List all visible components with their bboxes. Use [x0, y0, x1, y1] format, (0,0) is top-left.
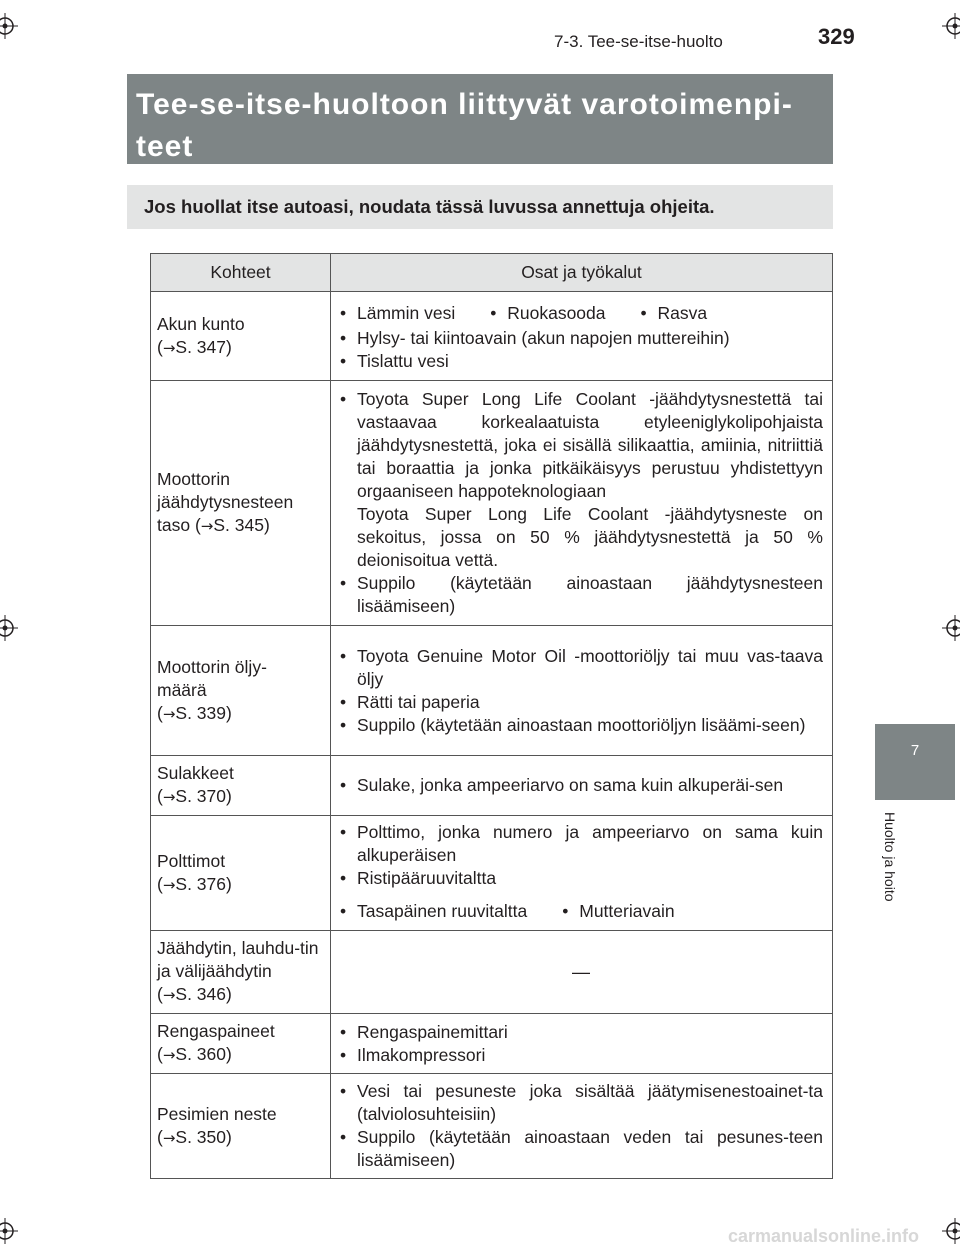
list-item: • Ristipääruuvitaltta: [339, 867, 823, 890]
maintenance-items-table: [150, 253, 833, 1179]
list-item: • Suppilo (käytetään ainoastaan veden tai pesunes-teen lisäämiseen): [339, 1126, 823, 1172]
tools-cell-empty: —: [331, 931, 833, 1014]
list-item: • Tislattu vesi: [339, 350, 823, 373]
list-item: • Rengaspainemittari: [339, 1021, 823, 1044]
chapter-number: 7: [910, 742, 920, 759]
arrow-right-icon: →: [200, 517, 214, 535]
item-cell: [151, 756, 331, 816]
table-row: [151, 756, 833, 816]
table-row: [151, 1074, 833, 1179]
tools-cell: [331, 1014, 833, 1074]
item-cell: [151, 1074, 331, 1179]
item-cell: [151, 931, 331, 1014]
list-item: • Rätti tai paperia: [339, 691, 823, 714]
table-row: [151, 292, 833, 381]
page-reference: (→S. 350): [157, 1126, 232, 1147]
list-item: • Tasapäinen ruuvitaltta: [339, 900, 527, 923]
tool-list: [339, 1021, 823, 1067]
watermark: carmanualsonline.info: [728, 1226, 920, 1246]
page-reference: (→S. 360): [157, 1044, 232, 1064]
registration-mark-top-right-icon: [942, 13, 960, 39]
column-header-tools: Osat ja työkalut: [331, 254, 833, 292]
registration-mark-mid-right-icon: [942, 615, 960, 641]
coolant-note: Toyota Super Long Life Coolant -jäähdytysneste on sekoitus, jossa on 50 % jäähdytysnestettä ja 50 % deionisoitua vettä.: [357, 504, 823, 570]
arrow-right-icon: →: [162, 986, 176, 1004]
header-section-title: 7-3. Tee-se-itse-huolto: [554, 32, 723, 51]
list-item: • Vesi tai pesuneste joka sisältää jäätymisenestoainet-ta (talviolosuhteisiin): [339, 1080, 823, 1126]
table-row: [151, 931, 833, 1014]
item-name: Pesimien neste: [157, 1103, 277, 1124]
list-item: • Rasva: [640, 302, 708, 325]
page-reference: (→S. 376): [157, 873, 232, 894]
tool-list: [339, 774, 823, 797]
item-name: Jäähdytin, lauhdu-tin ja välijäähdytin: [157, 938, 319, 981]
item-cell: [151, 381, 331, 626]
arrow-right-icon: →: [162, 875, 176, 894]
table-row: [151, 381, 833, 626]
tool-list: [339, 1080, 823, 1172]
page-number: 329: [818, 24, 855, 49]
list-item: • Toyota Genuine Motor Oil -moottoriöljy tai muu vas-taava öljy: [339, 645, 823, 691]
item-name: Akun kunto: [157, 313, 245, 334]
item-cell: [151, 816, 331, 931]
chapter-tab: [875, 724, 955, 800]
arrow-right-icon: →: [162, 1046, 176, 1064]
column-header-items: Kohteet: [151, 254, 331, 292]
page-reference: (→S. 347): [157, 336, 232, 357]
tools-cell: [331, 381, 833, 626]
tool-list: [339, 821, 823, 890]
arrow-right-icon: →: [162, 788, 176, 806]
item-name: Polttimot: [157, 850, 226, 871]
list-item: • Suppilo (käytetään ainoastaan jäähdytysnesteen lisäämiseen): [339, 572, 823, 618]
table-header-row: [151, 254, 833, 292]
arrow-right-icon: →: [162, 338, 176, 357]
list-item: • Sulake, jonka ampeeriarvo on sama kuin alkuperäi-sen: [339, 774, 823, 797]
inline-tool-list: [339, 300, 823, 327]
item-cell: [151, 292, 331, 381]
item-name: Sulakkeet: [157, 763, 234, 783]
page-reference: (→S. 346): [157, 984, 232, 1004]
page-title: Tee-se-itse-huoltoon liittyvät varotoimenpi-teet: [136, 88, 793, 163]
tools-cell: [331, 816, 833, 931]
arrow-right-icon: →: [162, 1128, 176, 1147]
item-cell: [151, 1014, 331, 1074]
list-item: • Ilmakompressori: [339, 1044, 823, 1067]
item-name: Rengaspaineet: [157, 1021, 275, 1041]
tools-cell: [331, 756, 833, 816]
page-reference: (→S. 370): [157, 786, 232, 806]
chapter-label: Huolto ja hoito: [882, 812, 898, 902]
registration-mark-bottom-right-icon: [942, 1218, 960, 1244]
table-row: [151, 626, 833, 756]
registration-mark-bottom-left-icon: [0, 1218, 18, 1244]
list-item: • Toyota Super Long Life Coolant -jäähdytysnestettä tai vastaavaa korkealaatuista etyleeniglykolipohjaista jäähdytysnestettä, joka ei sisällä silikaattia, amiinia, nitriittiä tai boraattia ja jonka pitkäikäisyys perustuu yhdistettyyn orgaaniseen happoteknologiaan Toyota Super Long Life Coolant -jäähdytysneste on sekoitus, jossa on 50 % jäähdytysnestettä ja 50 % deionisoitua vettä.: [339, 388, 823, 572]
list-item: • Mutteriavain: [561, 900, 674, 923]
table-row: [151, 1014, 833, 1074]
inline-tool-list: [339, 898, 823, 925]
tools-cell: [331, 626, 833, 756]
tools-cell: [331, 1074, 833, 1179]
list-item: • Lämmin vesi: [339, 302, 455, 325]
registration-mark-mid-left-icon: [0, 615, 18, 641]
tool-list: [339, 327, 823, 373]
list-item: • Suppilo (käytetään ainoastaan moottoriöljyn lisäämi-seen): [339, 714, 823, 737]
page-subtitle: Jos huollat itse autoasi, noudata tässä luvussa annettuja ohjeita.: [144, 196, 715, 217]
tool-list: [339, 388, 823, 618]
table-row: [151, 816, 833, 931]
page-reference: (→S. 339): [157, 702, 232, 723]
list-item: • Hylsy- tai kiintoavain (akun napojen muttereihin): [339, 327, 823, 350]
list-item: • Ruokasooda: [489, 302, 605, 325]
item-name: Moottorin jäähdytysnesteen taso (→S. 345): [157, 469, 294, 535]
registration-mark-top-left-icon: [0, 13, 18, 39]
item-cell: [151, 626, 331, 756]
subtitle-banner: [127, 185, 833, 229]
title-banner: [127, 74, 833, 164]
tools-cell: [331, 292, 833, 381]
arrow-right-icon: →: [162, 704, 176, 723]
item-name: Moottorin öljy-määrä: [157, 656, 267, 700]
list-item: • Polttimo, jonka numero ja ampeeriarvo on sama kuin alkuperäisen: [339, 821, 823, 867]
tool-list: [339, 645, 823, 737]
